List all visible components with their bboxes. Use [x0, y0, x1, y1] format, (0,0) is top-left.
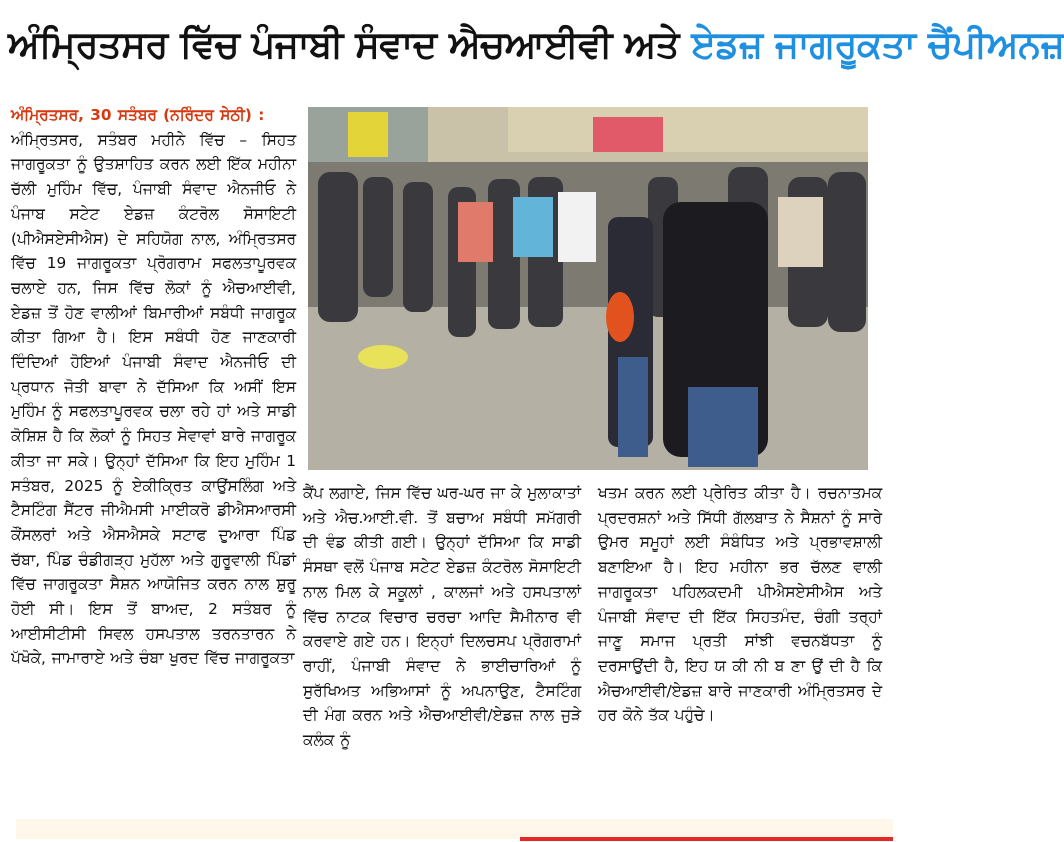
dateline: ਅੰਮ੍ਰਿਤਸਰ, 30 ਸਤੰਬਰ (ਨਰਿੰਦਰ ਸੇਠੀ) : — [11, 106, 265, 124]
headline-part-2: ਏਡਜ਼ ਜਾਗਰੂਕਤਾ ਚੈਂਪੀਅਨਜ਼ — [691, 23, 1064, 66]
footer-band — [16, 819, 893, 839]
article-column-3 — [598, 481, 882, 728]
news-photo — [308, 107, 868, 470]
column-1-text: ਅੰਮ੍ਰਿਤਸਰ, ਸਤੰਬਰ ਮਹੀਨੇ ਵਿੱਚ – ਸਿਹਤ ਜਾਗਰੂਕਤਾ ਨੂੰ ਉਤਸ਼ਾਹਿਤ ਕਰਨ ਲਈ ਇੱਕ ਮਹੀਨਾ ਚੱਲੀ ਮੁਹਿੰਮ ਵਿੱਚ, ਪੰਜਾਬੀ ਸੰਵਾਦ ਐਨਜੀਓ ਨੇ ਪੰਜਾਬ ਸਟੇਟ ਏਡਜ਼ ਕੰਟਰੋਲ ਸੋਸਾਇਟੀ (ਪੀਐਸਏਸੀਐਸ) ਦੇ ਸਹਿਯੋਗ ਨਾਲ, ਅੰਮ੍ਰਿਤਸਰ ਵਿੱਚ 19 ਜਾਗਰੂਕਤਾ ਪ੍ਰੋਗਰਾਮ ਸਫਲਤਾਪੂਰਵਕ ਚਲਾਏ ਹਨ, ਜਿਸ ਵਿੱਚ ਲੋਕਾਂ ਨੂੰ ਐਚਆਈਵੀ, ਏਡਜ਼ ਤੋਂ ਹੋਣ ਵਾਲੀਆਂ ਬਿਮਾਰੀਆਂ ਸਬੰਧੀ ਜਾਗਰੂਕ ਕੀਤਾ ਗਿਆ ਹੈ। ਇਸ ਸਬੰਧੀ ਹੋਣ ਜਾਣਕਾਰੀ ਦਿੰਦਿਆਂ ਹੋਇਆਂ ਪੰਜਾਬੀ ਸੰਵਾਦ ਐਨਜੀਓ ਦੀ ਪ੍ਰਧਾਨ ਜੋਤੀ ਬਾਵਾ ਨੇ ਦੱਸਿਆ ਕਿ ਅਸੀਂ ਇਸ ਮੁਹਿੰਮ ਨੂੰ ਸਫਲਤਾਪੂਰਵਕ ਚਲਾ ਰਹੇ ਹਾਂ ਅਤੇ ਸਾਡੀ ਕੋਸ਼ਿਸ਼ ਹੈ ਕਿ ਲੋਕਾਂ ਨੂੰ ਸਿਹਤ ਸੇਵਾਵਾਂ ਬਾਰੇ ਜਾਗਰੂਕ ਕੀਤਾ ਜਾ ਸਕੇ। ਉਨ੍ਹਾਂ ਦੱਸਿਆ ਕਿ ਇਹ ਮੁਹਿੰਮ 1 ਸਤੰਬਰ, 2025 ਨੂੰ ਏਕੀਕ੍ਰਿਤ ਕਾਉਂਸਲਿੰਗ ਅਤੇ ਟੈਸਟਿੰਗ ਸੈਂਟਰ ਜੀਐਮਸੀ ਮਾਈਕਰੋ ਡੀਐਸਆਰਸੀ ਕੌਂਸਲਰਾਂ ਅਤੇ ਐਸਐਸਕੇ ਸਟਾਫ ਦੁਆਰਾ ਪਿੰਡ ਚੱਬਾ, ਪਿੰਡ ਚੰਡੀਗੜ੍ਹ ਮੁਹੱਲਾ ਅਤੇ ਗੁਰੂਵਾਲੀ ਪਿੰਡਾਂ ਵਿੱਚ ਜਾਗਰੂਕਤਾ ਸੈਸ਼ਨ ਆਯੋਜਿਤ ਕਰਨ ਨਾਲ ਸ਼ੁਰੂ ਹੋਈ ਸੀ। ਇਸ ਤੋਂ ਬਾਅਦ, 2 ਸਤੰਬਰ ਨੂੰ ਆਈਸੀਟੀਸੀ ਸਿਵਲ ਹਸਪਤਾਲ ਤਰਨਤਾਰਨ ਨੇ ਪੱਖੋਕੇ, ਜਾਮਾਰਾਏ ਅਤੇ ਚੰਬਾ ਖੁਰਦ ਵਿੱਚ ਜਾਗਰੂਕਤਾ — [11, 130, 296, 668]
article-column-2 — [303, 481, 581, 753]
article-column-1 — [11, 103, 296, 671]
headline-part-1: ਅੰਮ੍ਰਿਤਸਰ ਵਿੱਚ ਪੰਜਾਬੀ ਸੰਵਾਦ ਐਚਆਈਵੀ ਅਤੇ — [8, 23, 679, 66]
street-play-photo — [308, 107, 868, 470]
column-2-text: ਕੈਂਪ ਲਗਾਏ, ਜਿਸ ਵਿੱਚ ਘਰ-ਘਰ ਜਾ ਕੇ ਮੁਲਾਕਾਤਾਂ ਅਤੇ ਐਚ.ਆਈ.ਵੀ. ਤੋਂ ਬਚਾਅ ਸਬੰਧੀ ਸਮੱਗਰੀ ਦੀ ਵੰਡ ਕੀਤੀ ਗਈ। ਉਨ੍ਹਾਂ ਦੱਸਿਆ ਕਿ ਸਾਡੀ ਸੰਸਥਾ ਵਲੋਂ ਪੰਜਾਬ ਸਟੇਟ ਏਡਜ਼ ਕੰਟਰੋਲ ਸੋਸਾਇਟੀ ਨਾਲ ਮਿਲ ਕੇ ਸਕੂਲਾਂ , ਕਾਲਜਾਂ ਅਤੇ ਹਸਪਤਾਲਾਂ ਵਿੱਚ ਨਾਟਕ ਵਿਚਾਰ ਚਰਚਾ ਆਦਿ ਸੈਮੀਨਾਰ ਵੀ ਕਰਵਾਏ ਗਏ ਹਨ। ਇਨ੍ਹਾਂ ਦਿਲਚਸਪ ਪ੍ਰੋਗਰਾਮਾਂ ਰਾਹੀਂ, ਪੰਜਾਬੀ ਸੰਵਾਦ ਨੇ ਭਾਈਚਾਰਿਆਂ ਨੂੰ ਸੁਰੱਖਿਅਤ ਅਭਿਆਸਾਂ ਨੂੰ ਅਪਨਾਉਣ, ਟੈਸਟਿੰਗ ਦੀ ਮੰਗ ਕਰਨ ਅਤੇ ਐਚਆਈਵੀ/ਏਡਜ਼ ਨਾਲ ਜੁੜੇ ਕਲੰਕ ਨੂੰ — [303, 484, 581, 750]
column-3-text: ਖਤਮ ਕਰਨ ਲਈ ਪ੍ਰੇਰਿਤ ਕੀਤਾ ਹੈ। ਰਚਨਾਤਮਕ ਪ੍ਰਦਰਸ਼ਨਾਂ ਅਤੇ ਸਿੱਧੀ ਗੱਲਬਾਤ ਨੇ ਸੈਸ਼ਨਾਂ ਨੂੰ ਸਾਰੇ ਉਮਰ ਸਮੂਹਾਂ ਲਈ ਸੰਬੰਧਿਤ ਅਤੇ ਪ੍ਰਭਾਵਸ਼ਾਲੀ ਬਣਾਇਆ ਹੈ। ਇਹ ਮਹੀਨਾ ਭਰ ਚੱਲਣ ਵਾਲੀ ਜਾਗਰੂਕਤਾ ਪਹਿਲਕਦਮੀ ਪੀਐਸਏਸੀਐਸ ਅਤੇ ਪੰਜਾਬੀ ਸੰਵਾਦ ਦੀ ਇੱਕ ਸਿਹਤਮੰਦ, ਚੰਗੀ ਤਰ੍ਹਾਂ ਜਾਣੂ ਸਮਾਜ ਪ੍ਰਤੀ ਸਾਂਝੀ ਵਚਨਬੱਧਤਾ ਨੂੰ ਦਰਸਾਉਂਦੀ ਹੈ, ਇਹ ਯ ਕੀ ਨੀ ਬ ਣਾ ਉਂ ਦੀ ਹੈ ਕਿ ਐਚਆਈਵੀ/ਏਡਜ਼ ਬਾਰੇ ਜਾਣਕਾਰੀ ਅੰਮ੍ਰਿਤਸਰ ਦੇ ਹਰ ਕੋਨੇ ਤੱਕ ਪਹੁੰਚੇ। — [598, 484, 882, 725]
headline — [8, 10, 1064, 80]
footer-red-rule — [520, 837, 893, 841]
